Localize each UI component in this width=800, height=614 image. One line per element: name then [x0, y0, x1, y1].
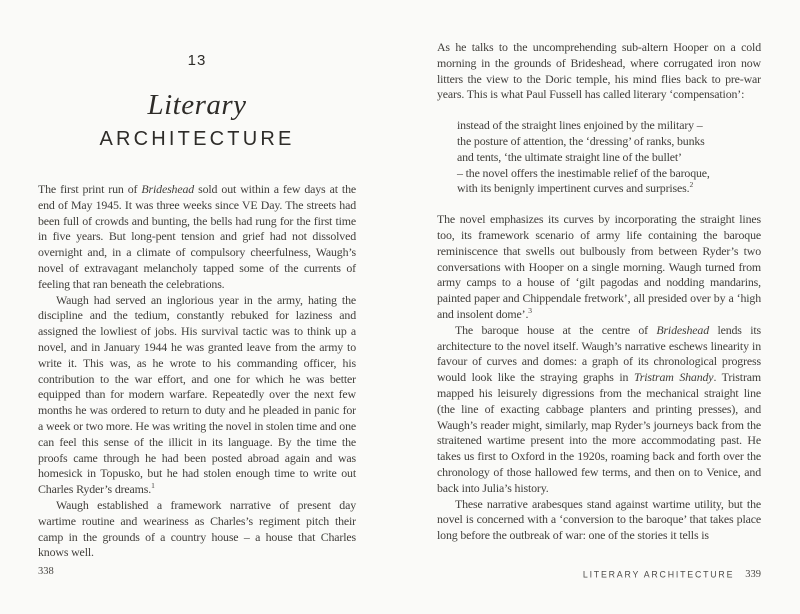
text-run: As he talks to the uncomprehending sub-altern Hooper on a cold morning in the grounds of Brideshead, where corrugated iron now litters the view to the Doric temple, his mind flies back to pre-war years. This is what Paul Fussell has called literary ‘compensation’:	[437, 40, 761, 102]
text-run: Waugh had served an inglorious year in the army, hating the discipline and the tedium, constantly rebuked for laziness and assigned the lowliest of jobs. His survival tactic was to think up a novel, and in January 1944 he was granted leave from the army to write it. This was, as he wrote to his commanding officer, his contribution to the war effort, and one for which he was better equipped than for modern warfare. Repeatedly over the next few months he was ordered to return to duty and he pleaded in panic for a week or two more. He was writing the novel in stolen time and one can feel this sense of the illicit in its language. By the time the proofs came through he had been posted abroad again and was homesick in Topusko, but he had stolen enough time to write out Charles Ryder’s dreams.	[38, 292, 356, 497]
text-run: The novel emphasizes its curves by incorporating the straight lines too, its framework scenario of army life containing the baroque reminiscence that swells out bulbously from between Ryder’s two conversations with Hooper on a single morning. Waugh turned from army camps to a house of ‘gilt pagodas and nodding mandarins, painted paper and Chippendale fretwork’, all presided over by a ‘high and insolent dome’.	[437, 212, 761, 321]
footnote-marker: 3	[528, 305, 533, 315]
body-paragraph	[437, 212, 761, 323]
footer-right	[437, 565, 761, 583]
chapter-title-caps: ARCHITECTURE	[99, 128, 295, 150]
text-run: These narrative arabesques stand against wartime utility, but the novel is concerned with a ‘conversion to the baroque’ that takes place long before the outbreak of war: one of the stories it tells is	[437, 496, 761, 543]
body-paragraph	[38, 498, 356, 561]
body-paragraph	[437, 323, 761, 497]
text-run: and tents, ‘the ultimate straight line of the bullet’	[457, 149, 682, 164]
chapter-title-italic: Literary	[147, 89, 247, 121]
body-paragraph	[437, 40, 761, 103]
chapter-header	[38, 52, 356, 151]
page-left	[38, 0, 356, 614]
block-quote	[457, 118, 757, 197]
block-quote-line	[457, 134, 757, 150]
italic-text: Brideshead	[141, 182, 195, 196]
body-paragraph	[437, 497, 761, 544]
page-right	[437, 0, 761, 614]
text-run: Waugh established a framework narrative of present day wartime routine and weariness as Charles’s regiment pitch their camp in the grounds of a country house – a house that Charles knows well.	[38, 497, 356, 560]
text-run: the posture of attention, the ‘dressing’ of ranks, bunks	[457, 133, 705, 148]
body-paragraph	[38, 293, 356, 498]
text-run: with its benignly impertinent curves and surprises.	[457, 181, 690, 196]
text-run: – the novel offers the inestimable relief of the baroque,	[457, 165, 710, 180]
block-quote-line	[457, 181, 757, 197]
text-run: lends its architecture to the novel itself. Waugh’s narrative eschews linearity in favour of curves and domes: a graph of its chronological progress would look like the straying graphs in	[437, 322, 761, 385]
page-right-body	[437, 40, 761, 544]
block-quote-line	[457, 166, 757, 182]
text-run: sold out within a few days at the end of May 1945. It was three weeks since VE Day. The streets had been full of crowds and bunting, the bells had rung for the first time in five years. But long-pent tension and grief had not dissolved overnight and, in a climate of compulsory cheerfulness, Waugh’s novel of extravagant melancholy tapped some of the currents of feeling that ran beneath the celebrations.	[38, 182, 356, 291]
footnote-marker: 2	[689, 180, 694, 190]
running-head: LITERARY ARCHITECTURE	[582, 569, 735, 580]
italic-text: Brideshead	[656, 322, 710, 337]
page-number-left: 338	[38, 566, 54, 577]
italic-text: Tristram Shandy	[633, 370, 714, 385]
text-run: The first print run of	[38, 182, 142, 196]
page-number-right: 339	[745, 568, 761, 580]
body-paragraph	[38, 182, 356, 293]
text-run: instead of the straight lines enjoined by the military –	[457, 118, 703, 133]
page-left-body	[38, 182, 356, 561]
footnote-marker: 1	[151, 481, 155, 491]
text-run: . Tristram mapped his leisurely digressions from the mechanical straight line (the line of exacting cabbage planters and printing presses), and Waugh’s reader might, similarly, map Ryder’s journeys back from the straitened wartime present into the more accommodating past. He takes us first to Oxford in the 1920s, roaming back and forth over the chronology of those hallowed few terms, and then on to Venice, and back into Julia’s history.	[437, 370, 761, 495]
chapter-number: 13	[187, 52, 207, 69]
text-run: The baroque house at the centre of	[455, 322, 657, 337]
block-quote-line	[457, 150, 757, 166]
block-quote-line	[457, 118, 757, 134]
